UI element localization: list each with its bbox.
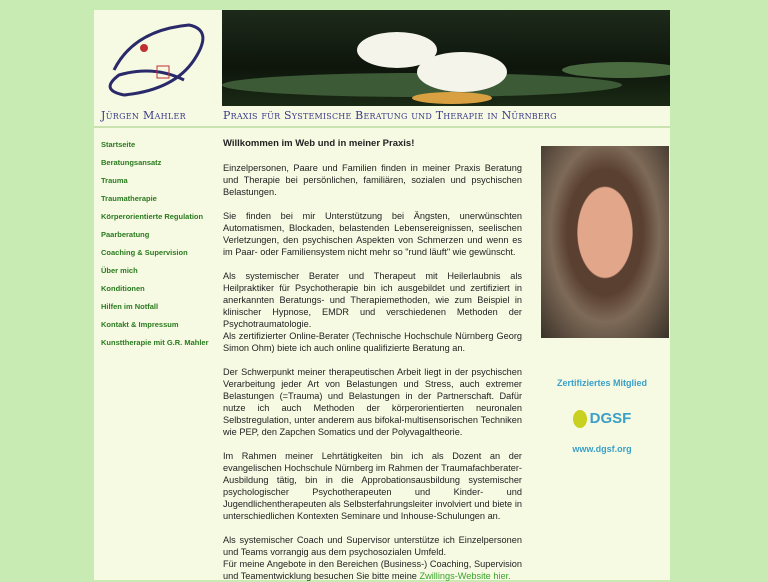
dgsf-seal-bottom-text: www.dgsf.org	[572, 444, 632, 454]
dgsf-seal-top-text: Zertifiziertes Mitglied	[556, 378, 647, 388]
portrait-photo	[541, 146, 669, 338]
twin-website-link[interactable]: Zwillings-Website hier.	[419, 571, 511, 581]
nav-konditionen[interactable]: Konditionen	[101, 284, 145, 293]
nav-coaching-supervision[interactable]: Coaching & Supervision	[101, 248, 188, 257]
nav-ueber-mich[interactable]: Über mich	[101, 266, 138, 275]
paragraph: Als systemischer Berater und Therapeut mit Heilerlaubnis als Heilpraktiker für Psychotherapie bin ich ausgebildet und zertifiziert in anerkannten Beratungs- und Therapiemethoden, wie zum Beispiel in klinischer Hypnose, EMDR und verschiedenen Methoden der Psychotraumatologie.	[223, 271, 522, 329]
nav-traumatherapie[interactable]: Traumatherapie	[101, 194, 157, 203]
paragraph: Als systemischer Coach und Supervisor unterstütze ich Einzelpersonen und Teams vorrangig aus dem psychosozialen Umfeld.	[223, 535, 522, 557]
dgsf-seal[interactable]	[546, 372, 658, 468]
site-tagline: Praxis für Systemische Beratung und Therapie in Nürnberg	[223, 109, 557, 122]
nav-beratungsansatz[interactable]: Beratungsansatz	[101, 158, 162, 167]
paragraph: Im Rahmen meiner Lehrtätigkeiten bin ich als Dozent an der evangelischen Hochschule Nürnberg im Rahmen der Traumafachberater-Ausbildung tätig, bin in die Approbationsausbildung systemischer psychologischer Psychotherapeuten und Kinder- und Jugendlichentherapeuten als Selbsterfahrungsleiter involviert und biete in unterschiedlichen Kontexten Seminare und Inhouse-Schulungen an.	[223, 451, 522, 521]
nav-paarberatung[interactable]: Paarberatung	[101, 230, 150, 239]
nav-trauma[interactable]: Trauma	[101, 176, 128, 185]
nav-hilfen-notfall[interactable]: Hilfen im Notfall	[101, 302, 159, 311]
page	[94, 10, 670, 580]
logo[interactable]	[94, 10, 221, 106]
paragraph: Einzelpersonen, Paare und Familien finden in meiner Praxis Beratung und Therapie bei persönlichen, familiären, sozialen und psychischen Belastungen.	[223, 163, 522, 197]
sidebar-nav	[101, 140, 209, 356]
main-content	[223, 138, 522, 582]
nav-kunsttherapie[interactable]: Kunsttherapie mit G.R. Mahler	[101, 338, 209, 347]
paragraph: Sie finden bei mir Unterstützung bei Ängsten, unerwünschten Automatismen, Blockaden, belastenden Lebensereignissen, seelischen Verletzungen, den psychischen Aspekten von Schmerzen und wenn es im Paar- oder Familiensystem nicht mehr so "rund läuft" wie gewünscht.	[223, 211, 522, 257]
nav-kontakt-impressum[interactable]: Kontakt & Impressum	[101, 320, 179, 329]
nav-koerperorientierte-regulation[interactable]: Körperorientierte Regulation	[101, 212, 204, 221]
logo-icon	[94, 10, 221, 106]
nav-startseite[interactable]: Startseite	[101, 140, 136, 149]
paragraph: Als zertifizierter Online-Berater (Technische Hochschule Nürnberg Georg Simon Ohm) biete ich auch online qualifizierte Beratung an.	[223, 331, 522, 353]
header-banner-lilies	[222, 10, 670, 106]
paragraph: Der Schwerpunkt meiner therapeutischen Arbeit liegt in der psychischen Verarbeitung jeder Art von Belastungen und Stress, auch extremer Belastungen (=Trauma) und Belastungen in der Partnerschaft. Dafür nutze ich auch Methoden der körperorientierten neuronalen Selbstregulation, unter anderem aus bifokal-multisensorischen Techniken wie PEP, den Zapchen Somatics und der Polyvagaltheorie.	[223, 367, 522, 437]
site-owner-name: Jürgen Mahler	[101, 109, 186, 122]
paragraph	[223, 558, 522, 582]
dgsf-seal-center-text: DGSF	[589, 410, 632, 427]
dgsf-seal-icon	[573, 410, 587, 428]
paragraph-text: Für meine Angebote in den Bereichen (Business-) Coaching, Supervision und Teamentwicklung besuchen Sie bitte meine	[223, 559, 522, 581]
page-title: Willkommen im Web und in meiner Praxis!	[223, 138, 415, 149]
